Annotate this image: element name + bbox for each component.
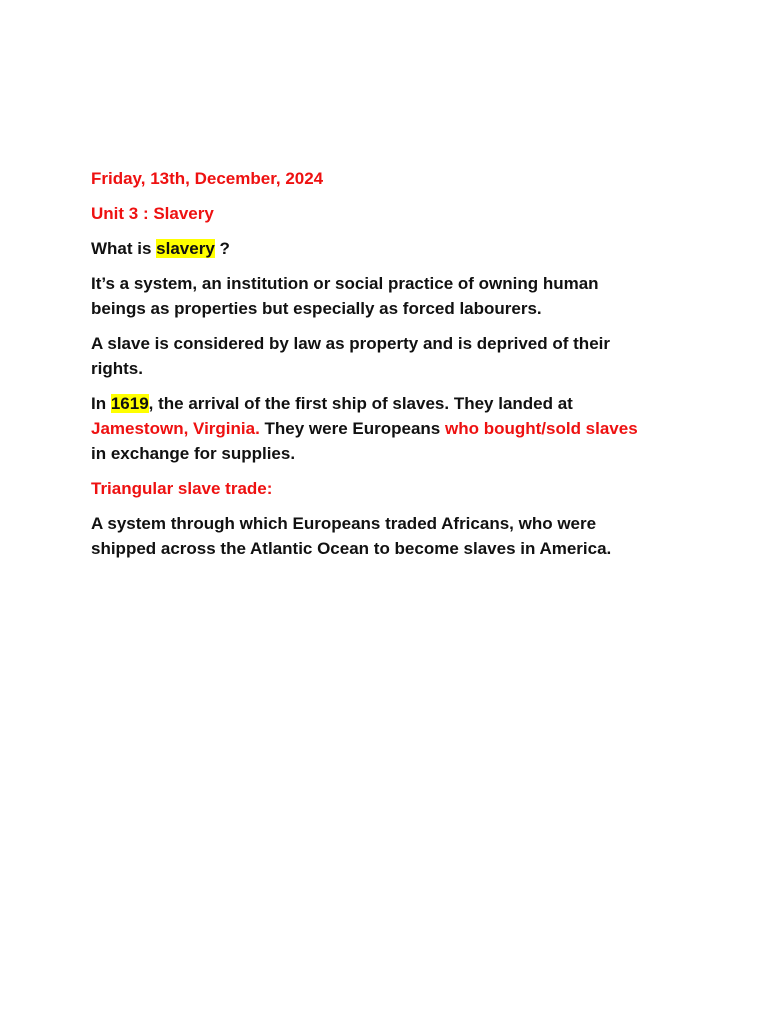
definition-line-1: It’s a system, an institution or social practice of owning human bbox=[91, 274, 599, 293]
slave-property-paragraph bbox=[91, 331, 691, 381]
history-middle: They were Europeans bbox=[259, 419, 445, 438]
unit-title: Unit 3 : Slavery bbox=[91, 204, 214, 223]
history-paragraph bbox=[91, 391, 691, 466]
trade-definition-paragraph bbox=[91, 511, 691, 561]
trade-heading: Triangular slave trade: bbox=[91, 479, 273, 498]
question-suffix: ? bbox=[214, 239, 230, 258]
trade-definition-line-2: shipped across the Atlantic Ocean to become slaves in America. bbox=[91, 539, 612, 558]
highlighted-term-slavery: slavery bbox=[156, 239, 215, 258]
date-line: Friday, 13th, December, 2024 bbox=[91, 169, 324, 188]
history-line-1 bbox=[91, 391, 691, 416]
highlighted-year: 1619 bbox=[110, 394, 149, 413]
place-name: Jamestown, Virginia. bbox=[91, 419, 260, 438]
history-line-1-rest: , the arrival of the first ship of slaves. They landed at bbox=[148, 394, 573, 413]
red-phrase: who bought/sold slaves bbox=[444, 419, 638, 438]
document-body bbox=[91, 166, 691, 571]
slave-property-line-2: rights. bbox=[91, 359, 143, 378]
trade-definition-line-1: A system through which Europeans traded Africans, who were bbox=[91, 514, 597, 533]
history-line-2 bbox=[91, 416, 691, 441]
history-line-3: in exchange for supplies. bbox=[91, 444, 296, 463]
definition-line-2: beings as properties but especially as forced labourers. bbox=[91, 299, 542, 318]
slave-property-line-1: A slave is considered by law as property and is deprived of their bbox=[91, 334, 610, 353]
question-prefix: What is bbox=[91, 239, 157, 258]
history-prefix: In bbox=[91, 394, 111, 413]
definition-paragraph bbox=[91, 271, 691, 321]
question-line bbox=[91, 236, 691, 261]
